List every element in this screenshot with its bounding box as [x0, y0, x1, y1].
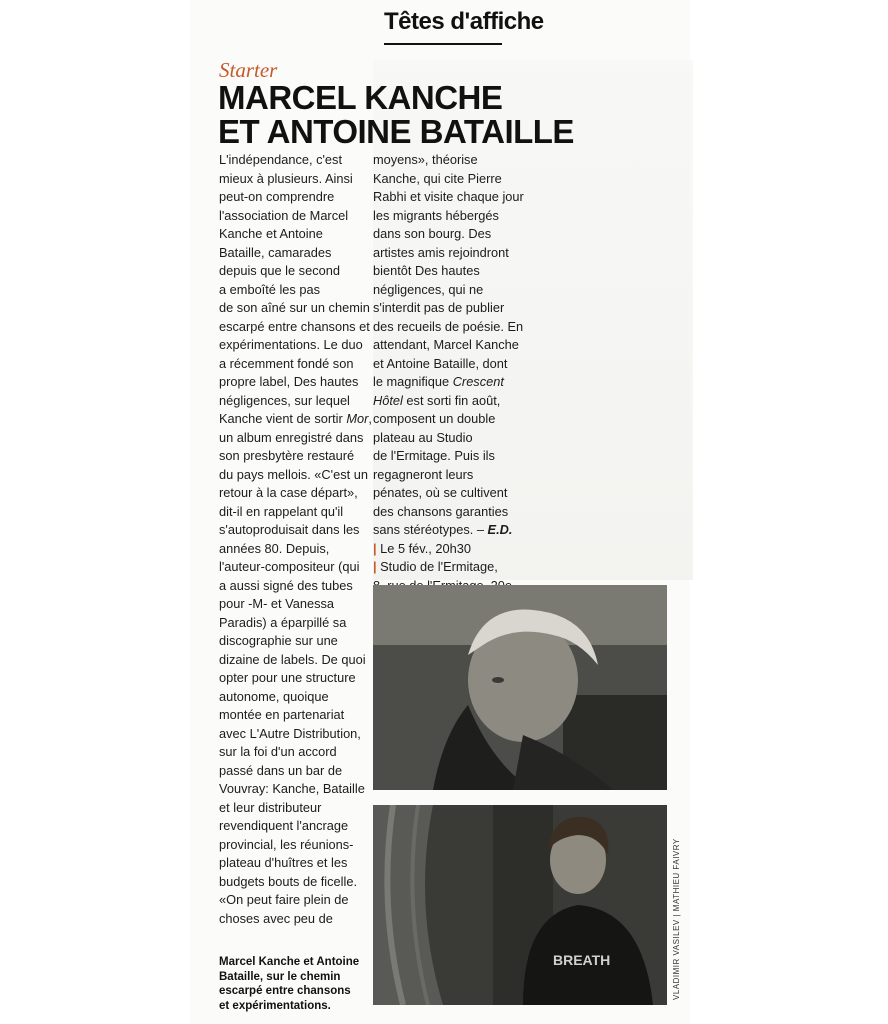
text-line: dit-il en rappelant qu'il: [219, 503, 344, 519]
text-line: revendiquent l'ancrage: [219, 818, 349, 833]
text-line: les migrants hébergés: [373, 207, 499, 223]
text-line: retour à la case départ»,: [219, 485, 358, 500]
text-line: Paradis) a éparpillé sa: [219, 614, 347, 630]
text-line: avec L'Autre Distribution,: [219, 725, 361, 741]
text-line: provincial, les réunions-: [219, 836, 354, 852]
text-line: a aussi signé des tubes: [219, 577, 353, 593]
text-line: s'interdit pas de publier: [373, 300, 505, 315]
text-line: mieux à plusieurs. Ainsi: [219, 170, 353, 186]
text-line: Kanche vient de sortir Mor,: [219, 411, 372, 426]
text-line: et leur distributeur: [219, 799, 322, 815]
text-line: de son aîné sur un chemin: [219, 300, 370, 315]
text-line: opter pour une structure: [219, 670, 356, 685]
text-line: plateau au Studio: [373, 429, 473, 445]
article-column-2: [373, 151, 524, 614]
text-line: «On peut faire plein de: [219, 892, 349, 907]
text-line: escarpé entre chansons et: [219, 318, 370, 334]
article-column-1: [219, 151, 372, 928]
text-line: le magnifique Crescent: [373, 374, 504, 389]
caption-line: escarpé entre chansons: [219, 985, 351, 997]
text-line: son presbytère restauré: [219, 448, 355, 463]
text-line: sur la foi d'un accord: [219, 744, 337, 759]
text-line: de l'Ermitage. Puis ils: [373, 448, 495, 463]
text-line: depuis que le second: [219, 263, 340, 278]
text-line: Rabhi et visite chaque jour: [373, 189, 524, 204]
text-line: négligences, qui ne: [373, 281, 484, 297]
text-line: propre label, Des hautes: [219, 374, 359, 389]
headline-line-1: MARCEL KANCHE: [218, 79, 503, 116]
text-line: Vouvray: Kanche, Bataille: [219, 781, 365, 796]
text-line: expérimentations. Le duo: [219, 337, 363, 352]
photo-caption: [219, 955, 359, 1013]
caption-line: Marcel Kanche et Antoine: [219, 956, 360, 968]
portrait-illustration-2: [373, 805, 667, 1005]
text-line: des chansons garanties: [373, 503, 509, 519]
event-info-line: | Le 5 fév., 20h30: [373, 540, 471, 556]
text-line: s'autoproduisait dans les: [219, 522, 360, 537]
text-line: peut-on comprendre: [219, 189, 335, 204]
text-line: l'auteur-compositeur (qui: [219, 559, 360, 574]
text-line: et Antoine Bataille, dont: [373, 355, 508, 371]
text-line: artistes amis rejoindront: [373, 244, 509, 260]
article-headline: [218, 79, 574, 150]
caption-line: Bataille, sur le chemin: [219, 970, 341, 983]
text-line: composent un double: [373, 411, 496, 426]
article-kicker: Starter: [219, 58, 278, 82]
text-line: Hôtel est sorti fin août,: [373, 392, 501, 408]
text-line: passé dans un bar de: [219, 762, 343, 778]
text-line: Kanche, qui cite Pierre: [373, 170, 502, 186]
text-line: un album enregistré dans: [219, 429, 364, 445]
text-line: moyens», théorise: [373, 152, 478, 167]
section-rubric: Têtes d'affiche: [384, 8, 544, 35]
text-line: montée en partenariat: [219, 707, 345, 722]
text-line: a emboîté les pas: [219, 281, 321, 297]
text-line: Bataille, camarades: [219, 244, 332, 260]
event-info-line: | Studio de l'Ermitage,: [373, 559, 498, 574]
text-line: discographie sur une: [219, 633, 338, 648]
text-line: l'association de Marcel: [219, 207, 349, 223]
text-line: du pays mellois. «C'est un: [219, 466, 368, 482]
photo-marcel-kanche: [373, 585, 667, 790]
text-line: des recueils de poésie. En: [373, 318, 524, 334]
text-line: sans stéréotypes. – E.D.: [373, 522, 513, 537]
text-line: bientôt Des hautes: [373, 263, 480, 278]
rubric-underline: [384, 43, 502, 45]
shirt-print: BREATH: [553, 952, 611, 968]
headline-line-2: ET ANTOINE BATAILLE: [218, 113, 574, 150]
photo-antoine-bataille: [373, 805, 667, 1005]
text-line: pour -M- et Vanessa: [219, 596, 334, 611]
text-line: pénates, où se cultivent: [373, 485, 508, 500]
text-line: dans son bourg. Des: [373, 226, 492, 241]
text-line: choses avec peu de: [219, 910, 333, 926]
text-line: plateau d'huîtres et les: [219, 855, 348, 870]
text-line: budgets bouts de ficelle.: [219, 873, 358, 889]
text-line: années 80. Depuis,: [219, 540, 330, 556]
text-line: regagneront leurs: [373, 466, 474, 482]
text-line: Kanche et Antoine: [219, 226, 323, 241]
text-line: a récemment fondé son: [219, 355, 354, 371]
caption-line: et expérimentations.: [219, 999, 331, 1012]
text-line: attendant, Marcel Kanche: [373, 337, 519, 352]
photo-credit: VLADIMIR VASILEV | MATHIEU FAIVRY: [672, 838, 681, 1000]
text-line: dizaine de labels. De quoi: [219, 651, 366, 667]
text-line: L'indépendance, c'est: [219, 152, 342, 167]
portrait-illustration-1: [373, 585, 667, 790]
text-line: négligences, sur lequel: [219, 392, 350, 408]
text-line: autonome, quoique: [219, 688, 329, 704]
